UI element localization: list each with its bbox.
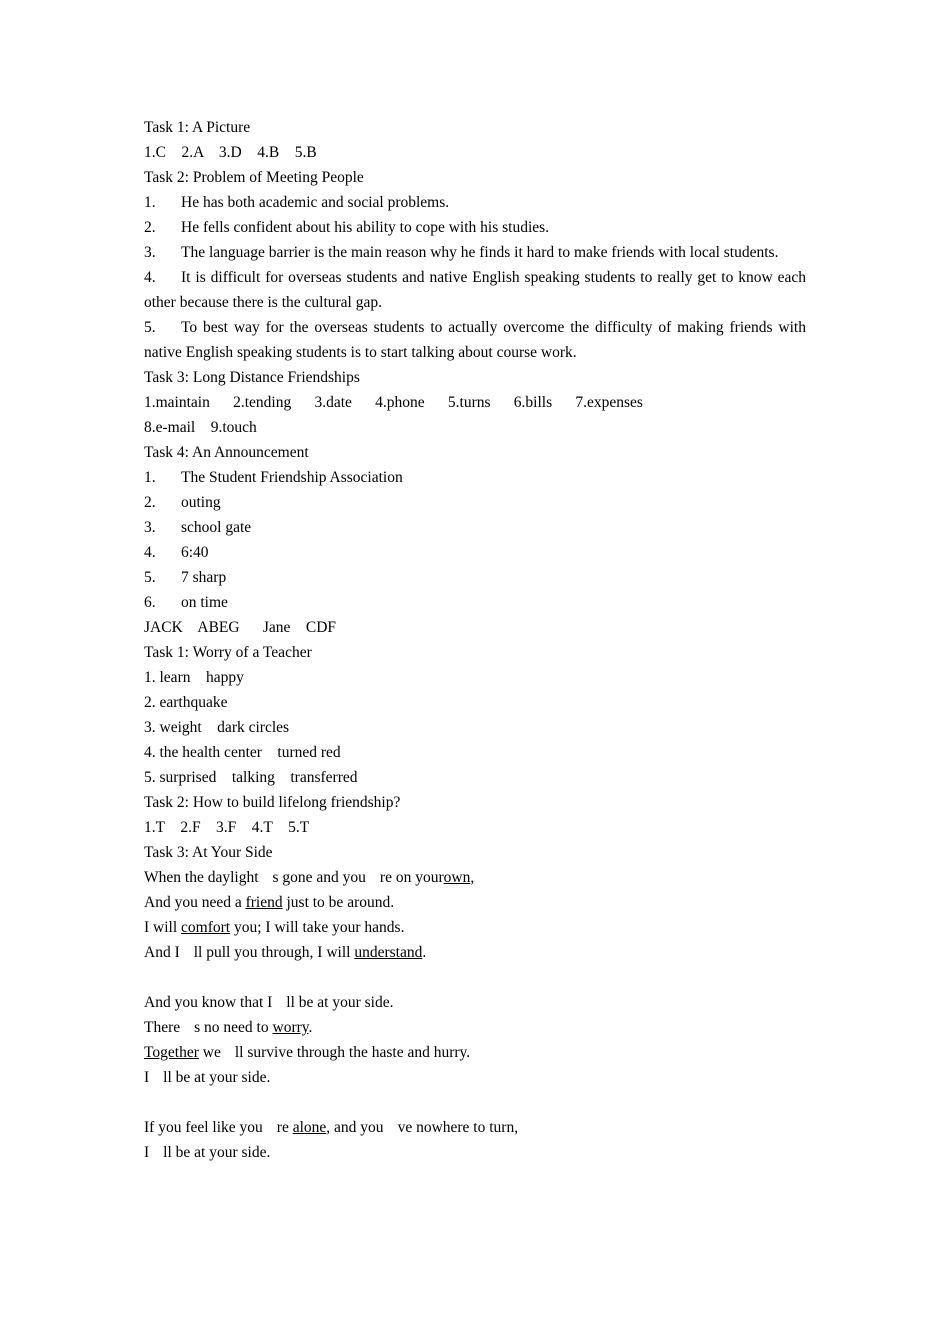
lyric-text: I <box>144 1069 150 1086</box>
task-title: Task 1: A Picture <box>144 119 251 136</box>
lyric-text: And you need a <box>144 894 246 911</box>
list-item <box>144 240 806 265</box>
item-text: 7 sharp <box>181 569 227 586</box>
list-item <box>144 490 806 515</box>
item-text: To best way for the overseas students to actually overcome the difficulty of making friends with native English speaking students is to start talking about course work. <box>144 319 806 361</box>
item-number: 4. <box>144 544 156 561</box>
lyric-text: you; I will take your hands. <box>230 919 405 936</box>
task-title: Task 2: Problem of Meeting People <box>144 169 364 186</box>
item-number: 5. <box>144 569 156 586</box>
item-number: 3. <box>144 244 156 261</box>
item-text: He fells confident about his ability to cope with his studies. <box>181 219 550 236</box>
list-item <box>144 265 806 315</box>
lyric-text: And you know that I <box>144 994 273 1011</box>
lyric-text: There <box>144 1019 181 1036</box>
answer-line: 2. earthquake <box>144 694 228 711</box>
lyric-line <box>144 1140 806 1165</box>
lyric-line <box>144 1040 806 1065</box>
lyric-text: ll survive through the <box>234 1044 372 1061</box>
lyric-text: re on your <box>379 869 444 886</box>
list-item <box>144 315 806 365</box>
item-number: 3. <box>144 519 156 536</box>
answer-line: 5. surprised talking transferred <box>144 769 358 786</box>
lyric-line <box>144 1015 806 1040</box>
item-text: on time <box>181 594 228 611</box>
lyric-blank-answer: friend <box>245 894 283 911</box>
lyric-text: s no need to <box>194 1019 273 1036</box>
lyric-text: just to be around. <box>282 894 395 911</box>
task-title: Task 1: Worry of a Teacher <box>144 644 312 661</box>
lyric-text: ll be at your side. <box>286 994 394 1011</box>
lyric-blank-answer: comfort <box>181 919 231 936</box>
item-number: 5. <box>144 319 156 336</box>
lyric-text: s gone and you <box>272 869 366 886</box>
task-title: Task 3: At Your Side <box>144 844 273 861</box>
answer-line: 1. learn happy <box>144 669 244 686</box>
list-item <box>144 590 806 615</box>
answer-line: 1.T 2.F 3.F 4.T 5.T <box>144 819 310 836</box>
blank-line <box>144 965 806 990</box>
item-number: 2. <box>144 494 156 511</box>
lyric-blank-answer: alone <box>292 1119 327 1136</box>
lyric-text: I will <box>144 919 182 936</box>
lyric-text: we <box>198 1044 221 1061</box>
item-number: 6. <box>144 594 156 611</box>
task-title: Task 4: An Announcement <box>144 444 309 461</box>
task-title: Task 3: Long Distance Friendships <box>144 369 360 386</box>
item-number: 1. <box>144 194 156 211</box>
lyric-line <box>144 915 806 940</box>
item-number: 4. <box>144 269 156 286</box>
item-text: The language barrier is the main reason why he finds it hard to make friends with local students. <box>181 244 779 261</box>
lyric-blank-answer: understand <box>354 944 423 961</box>
lyric-text: If you feel like you <box>144 1119 263 1136</box>
lyric-blank-answer: worry <box>272 1019 309 1036</box>
list-item <box>144 565 806 590</box>
lyric-text: ll be at your side. <box>163 1144 271 1161</box>
lyric-text: I <box>144 1144 150 1161</box>
list-item <box>144 190 806 215</box>
lyric-text: , <box>470 869 475 886</box>
item-number: 1. <box>144 469 156 486</box>
item-text: The Student Friendship Association <box>181 469 403 486</box>
lyric-text: And I <box>144 944 180 961</box>
list-item <box>144 215 806 240</box>
lyric-line <box>144 865 806 890</box>
lyric-text: ve nowhere to turn, <box>397 1119 519 1136</box>
answer-line: 1.maintain 2.tending 3.date 4.phone 5.turns 6.bills 7.expenses <box>144 394 643 411</box>
list-item <box>144 465 806 490</box>
answer-line: 8.e-mail 9.touch <box>144 419 257 436</box>
answer-line: 3. weight dark circles <box>144 719 290 736</box>
item-text: 6:40 <box>181 544 209 561</box>
lyric-text: , and you <box>326 1119 384 1136</box>
task-title: Task 2: How to build lifelong friendship? <box>144 794 401 811</box>
lyric-text: ll pull you through, I will <box>193 944 355 961</box>
lyric-text: When the daylight <box>144 869 259 886</box>
blank-line <box>144 1090 806 1115</box>
lyric-blank-answer: own <box>443 869 471 886</box>
item-text: He has both academic and social problems. <box>181 194 450 211</box>
lyric-line <box>144 990 806 1015</box>
list-item <box>144 540 806 565</box>
answer-line: 1.C 2.A 3.D 4.B 5.B <box>144 144 317 161</box>
lyric-text: ll be at your side. <box>163 1069 271 1086</box>
lyric-line <box>144 1065 806 1090</box>
lyric-line <box>144 1115 806 1140</box>
lyric-line <box>144 890 806 915</box>
lyric-text: haste and hurry. <box>371 1044 471 1061</box>
item-text: school gate <box>181 519 252 536</box>
item-number: 2. <box>144 219 156 236</box>
list-item <box>144 515 806 540</box>
lyric-text: re <box>276 1119 293 1136</box>
lyric-line <box>144 940 806 965</box>
answer-line: 4. the health center turned red <box>144 744 341 761</box>
lyric-text: . <box>308 1019 313 1036</box>
document-content <box>144 115 806 1165</box>
answer-line: JACK ABEG Jane CDF <box>144 619 337 636</box>
item-text: It is difficult for overseas students and native English speaking students to really get to know each other because there is the cultural gap. <box>144 269 806 311</box>
lyric-text: . <box>422 944 427 961</box>
item-text: outing <box>181 494 221 511</box>
lyric-blank-answer: Together <box>144 1044 199 1061</box>
